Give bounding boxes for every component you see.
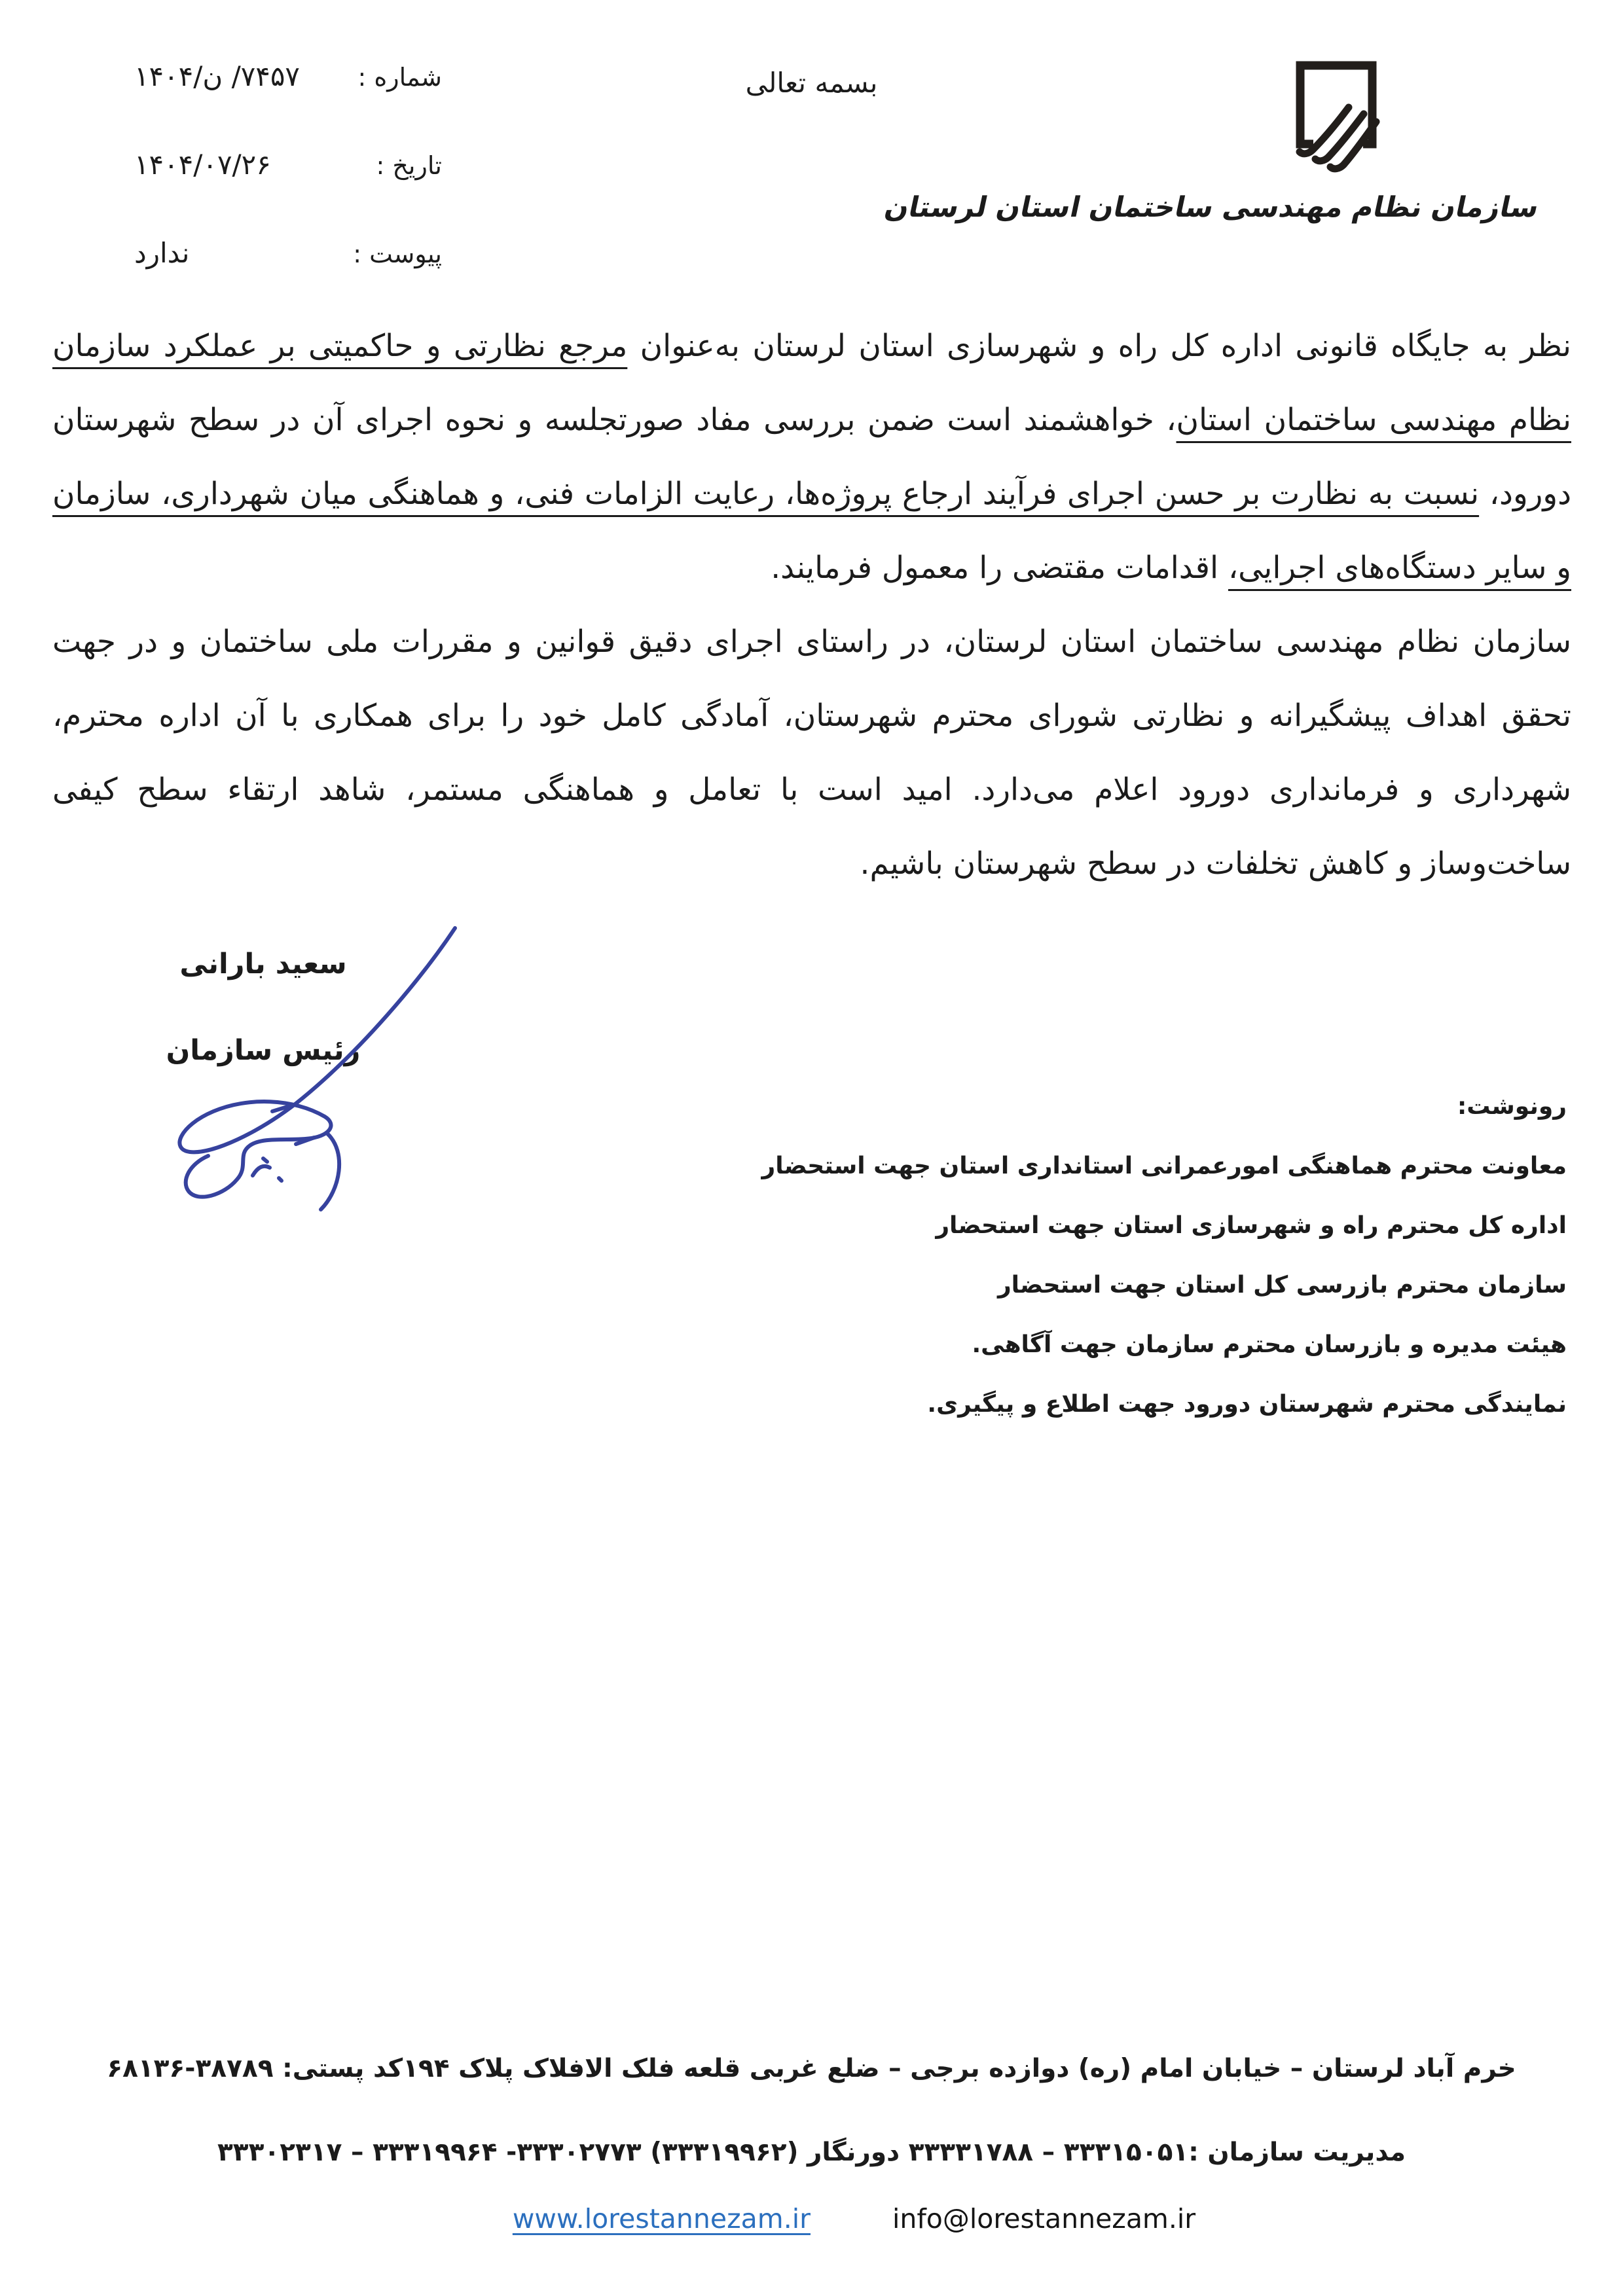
signature-block xyxy=(152,948,374,1067)
paragraph-2: سازمان نظام مهندسی ساختمان استان لرستان، در راستای اجرای دقیق قوانین و مقررات ملی ساختمان و در جهت تحقق اهداف پیشگیرانه و نظارتی شورای محترم شهرستان، آمادگی کامل خود را برای همکاری با آن اداره محترم، شهرداری و فرمانداری دورود اعلام می‌دارد. امید است با تعامل و هماهنگی مستمر، شاهد ارتقاء سطح کیفی ساخت‌وساز و کاهش تخلفات در سطح شهرستان باشیم. xyxy=(52,624,1571,882)
footer-links-row xyxy=(0,2203,1623,2234)
email-address[interactable]: info@lorestannezam.ir xyxy=(892,2203,1196,2234)
p1-segment-2-underlined: مرجع نظارتی و حاکمیتی بر عملکرد سازمان نظام مهندسی ساختمان استان xyxy=(52,328,1571,438)
letter-footer xyxy=(0,2054,1623,2234)
p1-segment-1: نظر به جایگاه قانونی اداره کل راه و شهرسازی استان لرستان به‌عنوان xyxy=(627,328,1572,364)
organization-logo-icon xyxy=(1291,56,1383,181)
organization-name-calligraphy: سازمان نظام مهندسی ساختمان استان لرستان xyxy=(881,191,1542,224)
website-link[interactable]: www.lorestannezam.ir xyxy=(512,2203,811,2234)
p1-segment-4-underlined: نسبت به نظارت بر حسن اجرای فرآیند ارجاع پروژه‌ها، رعایت الزامات فنی، و هماهنگی میان شهرداری، سازمان و سایر دستگاه‌های اجرایی، xyxy=(52,476,1571,586)
cc-item: معاونت محترم هماهنگی امورعمرانی استانداری استان جهت استحضار xyxy=(761,1153,1567,1179)
footer-address: خرم آباد لرستان – خیابان امام (ره) دوازده برجی – ضلع غربی قلعه فلک الافلاک پلاک ۱۹۴کد پستی: ۳۸۷۸۹-۶۸۱۳۶ xyxy=(107,2054,1516,2083)
letter-attachment-label: پیوست : xyxy=(353,240,442,268)
letter-attachment-row xyxy=(134,237,442,270)
cc-item: نمایندگی محترم شهرستان دورود جهت اطلاع و پیگیری. xyxy=(927,1391,1567,1418)
letter-number-row xyxy=(134,60,442,93)
cc-heading: رونوشت: xyxy=(1457,1093,1567,1120)
p1-segment-5: اقدامات مقتضی را معمول فرمایند. xyxy=(771,550,1228,586)
paragraph-1 xyxy=(52,309,1571,605)
letter-date-row xyxy=(134,149,442,181)
letter-number-value: ۷۴۵۷/ ن/۱۴۰۴ xyxy=(134,60,300,92)
letterhead-meta xyxy=(134,60,442,325)
besmele-heading: بسمه تعالی xyxy=(745,67,878,99)
cc-item: اداره کل محترم راه و شهرسازی استان جهت استحضار xyxy=(936,1212,1567,1239)
p1-segment-3: ، خواهشمند است ضمن بررسی مفاد صورتجلسه و نحوه اجرای آن در سطح شهرستان دورود، xyxy=(52,402,1572,512)
letter-body xyxy=(52,309,1571,901)
letter-date-label: تاریخ : xyxy=(376,151,442,180)
letter-attachment-value: ندارد xyxy=(134,237,190,269)
cc-item: سازمان محترم بازرسی کل استان جهت استحضار xyxy=(997,1272,1567,1299)
letter-date-value: ۱۴۰۴/۰۷/۲۶ xyxy=(134,149,271,181)
footer-phones: مدیریت سازمان :۳۳۳۱۵۰۵۱ – ۳۳۳۳۱۷۸۸ دورنگار (۳۳۳۱۹۹۶۲) ۳۳۳۰۲۷۷۳- ۳۳۳۱۹۹۶۴ – ۳۳۳۰۲۳۱۷ xyxy=(217,2138,1406,2167)
letter-number-label: شماره : xyxy=(357,63,442,92)
signer-name: سعید بارانی xyxy=(179,948,347,980)
signer-title: رئیس سازمان xyxy=(166,1034,361,1067)
cc-item: هیئت مدیره و بازرسان محترم سازمان جهت آگاهی. xyxy=(972,1331,1567,1358)
engineering-emblem-icon xyxy=(1291,56,1383,181)
cc-section xyxy=(650,1077,1567,1434)
